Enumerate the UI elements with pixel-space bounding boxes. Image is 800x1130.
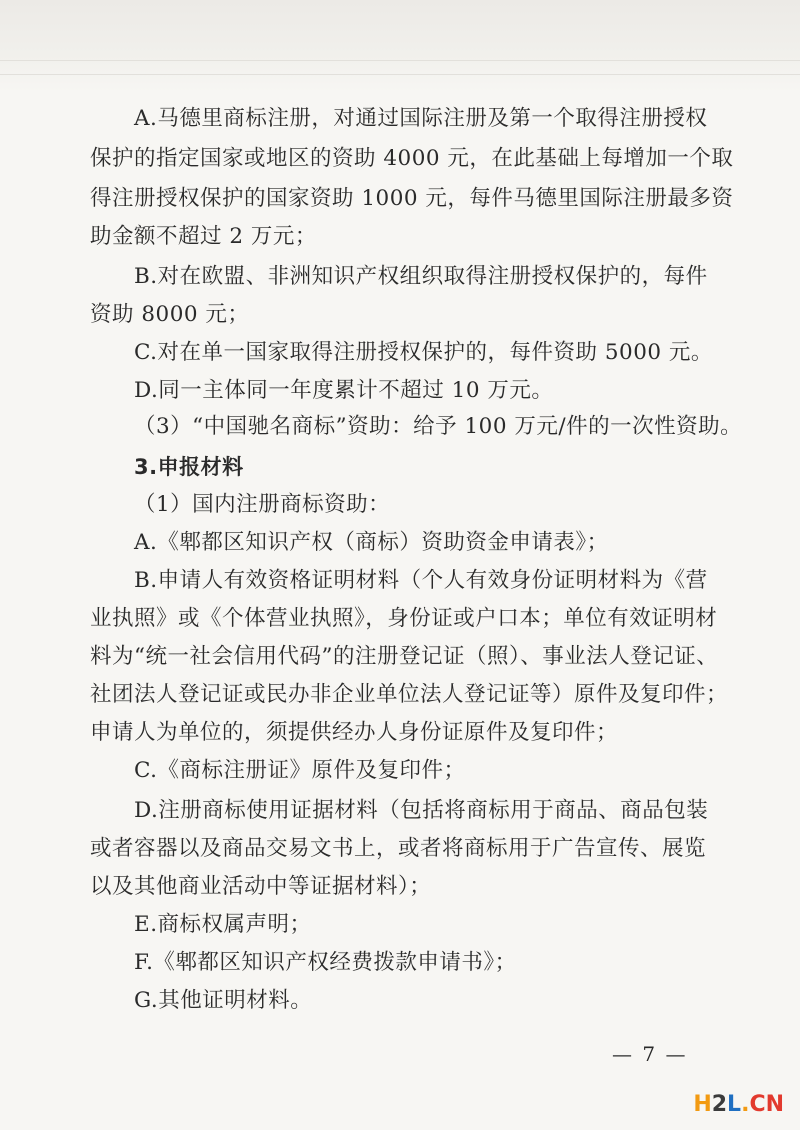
watermark-letter: L — [727, 1092, 742, 1117]
paragraph-line: （1）国内注册商标资助： — [134, 492, 391, 517]
paragraph-line: A.《郫都区知识产权（商标）资助资金申请表》； — [134, 530, 609, 555]
paragraph-line: G.其他证明材料。 — [134, 988, 313, 1013]
site-watermark-logo — [693, 1092, 784, 1117]
paragraph-line: C.对在单一国家取得注册授权保护的，每件资助 5000 元。 — [134, 340, 713, 365]
paragraph-line: 资助 8000 元； — [90, 302, 250, 327]
paragraph-line: 以及其他商业活动中等证据材料）； — [90, 874, 432, 899]
paragraph-line: 业执照》或《个体营业执照》，身份证或户口本；单位有效证明材 — [90, 606, 718, 631]
section-heading: 3.申报材料 — [134, 455, 244, 479]
watermark-letter: 2 — [711, 1092, 728, 1117]
paragraph-line: D.同一主体同一年度累计不超过 10 万元。 — [134, 378, 554, 403]
paragraph-line: 料为“统一社会信用代码”的注册登记证（照）、事业法人登记证、 — [90, 644, 719, 669]
paragraph-line: A.马德里商标注册，对通过国际注册及第一个取得注册授权 — [134, 106, 708, 131]
paragraph-line: B.对在欧盟、非洲知识产权组织取得注册授权保护的，每件 — [134, 264, 708, 289]
paragraph-line: 得注册授权保护的国家资助 1000 元，每件马德里国际注册最多资 — [90, 186, 734, 211]
paragraph-line: 社团法人登记证或民办非企业单位法人登记证等）原件及复印件； — [90, 682, 729, 707]
paragraph-line: 助金额不超过 2 万元； — [90, 224, 317, 249]
paragraph-line: B.申请人有效资格证明材料（个人有效身份证明材料为《营 — [134, 568, 708, 593]
watermark-dot: . — [741, 1092, 750, 1117]
page-number: — 7 — — [612, 1042, 688, 1066]
paragraph-line: D.注册商标使用证据材料（包括将商标用于商品、商品包装 — [134, 798, 709, 823]
watermark-letter: H — [693, 1092, 712, 1117]
paragraph-line: 或者容器以及商品交易文书上，或者将商标用于广告宣传、展览 — [90, 836, 707, 861]
paragraph-line: F.《郫都区知识产权经费拨款申请书》； — [134, 950, 517, 975]
paragraph-line: 保护的指定国家或地区的资助 4000 元，在此基础上每增加一个取 — [90, 146, 734, 171]
paragraph-line: C.《商标注册证》原件及复印件； — [134, 758, 466, 783]
paragraph-line: 申请人为单位的，须提供经办人身份证原件及复印件； — [90, 720, 619, 745]
watermark-domain: CN — [749, 1092, 784, 1117]
paragraph-line: E.商标权属声明； — [134, 912, 312, 937]
paragraph-line: （3）“中国驰名商标”资助：给予 100 万元/件的一次性资助。 — [134, 414, 743, 439]
